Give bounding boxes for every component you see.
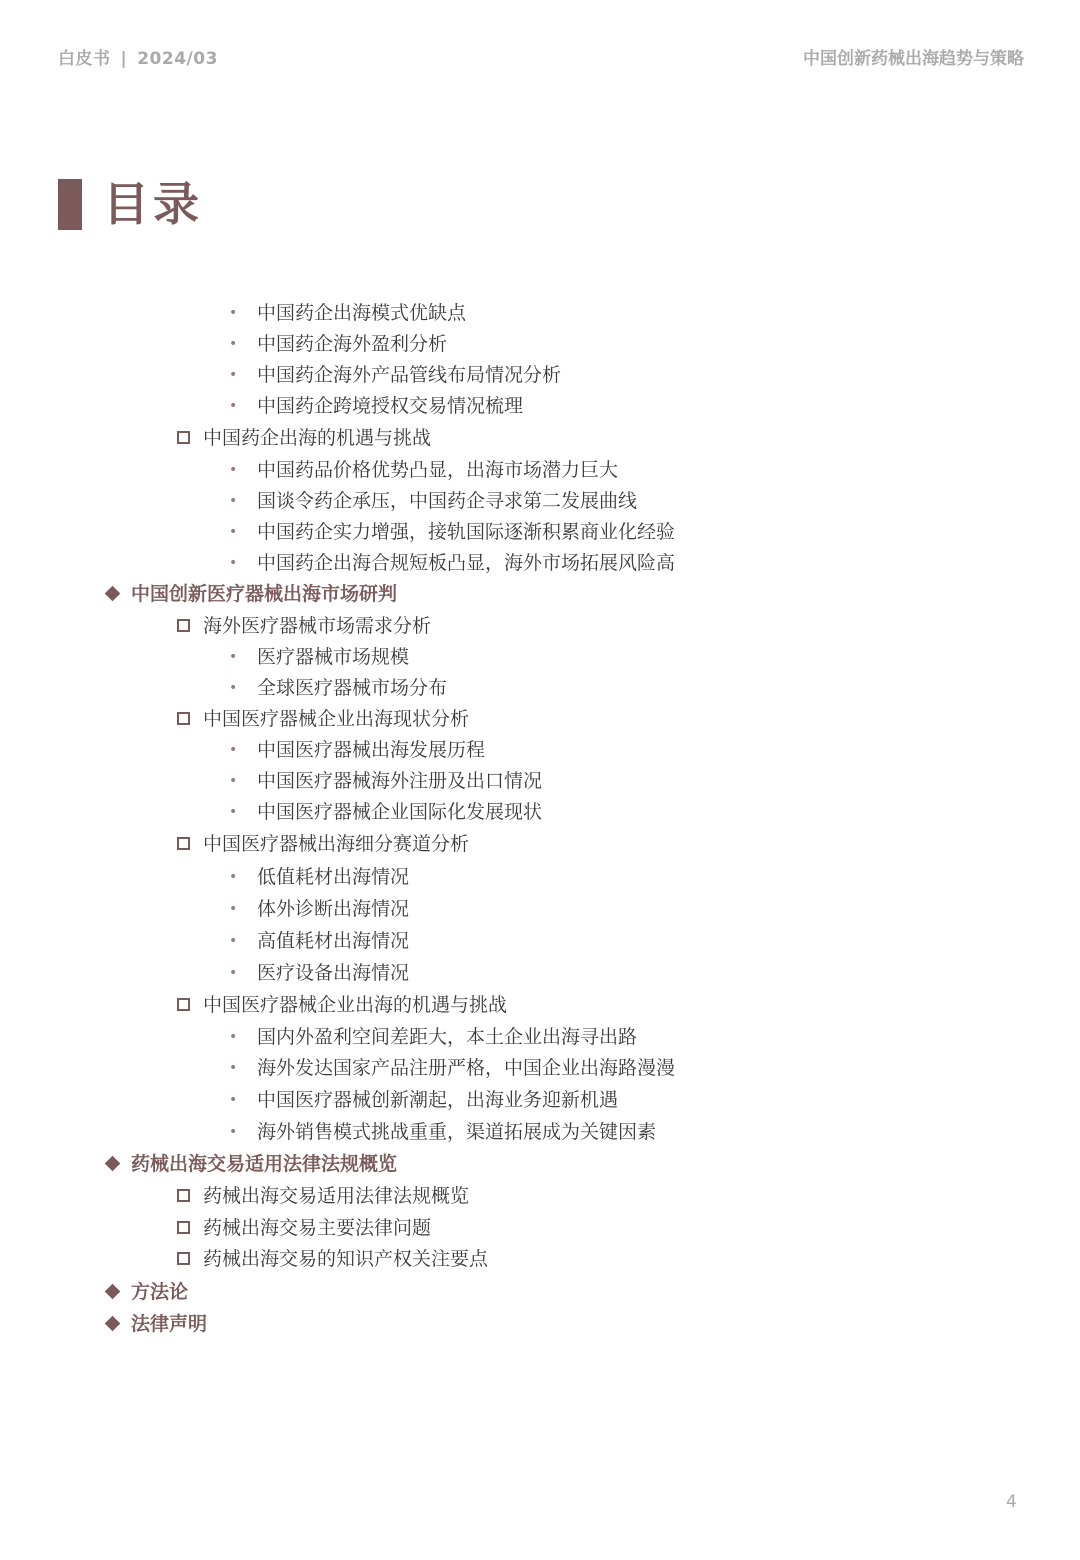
- toc-entry-level-3[interactable]: 国内外盈利空间差距大，本土企业出海寻出路: [257, 1026, 638, 1048]
- page-number: 4: [1006, 1492, 1017, 1512]
- square-bullet-icon: [177, 1252, 190, 1265]
- dot-bullet-icon: •: [229, 1060, 238, 1076]
- dot-bullet-icon: •: [229, 336, 238, 352]
- square-bullet-icon: [177, 837, 190, 850]
- toc-entry-level-3[interactable]: 中国医疗器械出海发展历程: [257, 739, 486, 761]
- dot-bullet-icon: •: [229, 305, 238, 321]
- dot-bullet-icon: •: [229, 804, 238, 820]
- toc-entry-level-3[interactable]: 全球医疗器械市场分布: [257, 677, 448, 699]
- doc-type: 白皮书: [58, 49, 111, 69]
- diamond-bullet-icon: [105, 1316, 121, 1332]
- dot-bullet-icon: •: [229, 965, 238, 981]
- dot-bullet-icon: •: [229, 901, 238, 917]
- header-left: [58, 44, 218, 69]
- dot-bullet-icon: •: [229, 933, 238, 949]
- toc-entry-level-2[interactable]: 药械出海交易适用法律法规概览: [203, 1185, 470, 1207]
- dot-bullet-icon: •: [229, 462, 238, 478]
- toc-entry-level-3[interactable]: 中国药企跨境授权交易情况梳理: [257, 395, 524, 417]
- dot-bullet-icon: •: [229, 398, 238, 414]
- toc-entry-level-3[interactable]: 海外销售模式挑战重重，渠道拓展成为关键因素: [257, 1121, 657, 1143]
- toc-entry-level-3[interactable]: 中国药企出海模式优缺点: [257, 302, 467, 324]
- dot-bullet-icon: •: [229, 869, 238, 885]
- toc-entry-level-3[interactable]: 中国药企实力增强，接轨国际逐渐积累商业化经验: [257, 521, 676, 543]
- dot-bullet-icon: •: [229, 1029, 238, 1045]
- toc-entry-level-3[interactable]: 中国医疗器械企业国际化发展现状: [257, 801, 543, 823]
- toc-entry-level-3[interactable]: 中国药企海外盈利分析: [257, 333, 448, 355]
- square-bullet-icon: [177, 1189, 190, 1202]
- dot-bullet-icon: •: [229, 524, 238, 540]
- diamond-bullet-icon: [105, 1156, 121, 1172]
- toc-entry-level-3[interactable]: 海外发达国家产品注册严格，中国企业出海路漫漫: [257, 1057, 676, 1079]
- toc-entry-level-3[interactable]: 中国医疗器械创新潮起，出海业务迎新机遇: [257, 1089, 619, 1111]
- dot-bullet-icon: •: [229, 773, 238, 789]
- toc-entry-level-2[interactable]: 中国药企出海的机遇与挑战: [203, 427, 432, 449]
- square-bullet-icon: [177, 1221, 190, 1234]
- toc-entry-level-3[interactable]: 低值耗材出海情况: [257, 866, 410, 888]
- toc-entry-level-3[interactable]: 医疗设备出海情况: [257, 962, 410, 984]
- toc-entry-level-2[interactable]: 中国医疗器械出海细分赛道分析: [203, 833, 470, 855]
- dot-bullet-icon: •: [229, 493, 238, 509]
- header-separator: |: [120, 49, 128, 69]
- toc-entry-level-2[interactable]: 海外医疗器械市场需求分析: [203, 615, 432, 637]
- title-accent-bar: [58, 179, 82, 230]
- toc-entry-level-3[interactable]: 中国药品价格优势凸显，出海市场潜力巨大: [257, 459, 619, 481]
- dot-bullet-icon: •: [229, 367, 238, 383]
- toc-entry-level-2[interactable]: 药械出海交易主要法律问题: [203, 1217, 432, 1239]
- diamond-bullet-icon: [105, 1284, 121, 1300]
- toc-entry-level-3[interactable]: 中国医疗器械海外注册及出口情况: [257, 770, 543, 792]
- toc-entry-level-3[interactable]: 医疗器械市场规模: [257, 646, 410, 668]
- toc-entry-level-3[interactable]: 中国药企出海合规短板凸显，海外市场拓展风险高: [257, 552, 676, 574]
- dot-bullet-icon: •: [229, 649, 238, 665]
- toc-entry-level-2[interactable]: 中国医疗器械企业出海现状分析: [203, 708, 470, 730]
- dot-bullet-icon: •: [229, 742, 238, 758]
- toc-entry-level-2[interactable]: 药械出海交易的知识产权关注要点: [203, 1248, 489, 1270]
- dot-bullet-icon: •: [229, 1124, 238, 1140]
- diamond-bullet-icon: [105, 586, 121, 602]
- toc-entry-level-2[interactable]: 中国医疗器械企业出海的机遇与挑战: [203, 994, 508, 1016]
- square-bullet-icon: [177, 431, 190, 444]
- toc-title: 目录: [103, 177, 203, 231]
- square-bullet-icon: [177, 619, 190, 632]
- toc-entry-level-3[interactable]: 国谈令药企承压，中国药企寻求第二发展曲线: [257, 490, 638, 512]
- report-title: 中国创新药械出海趋势与策略: [803, 49, 1024, 69]
- toc-entry-level-1[interactable]: 中国创新医疗器械出海市场研判: [131, 583, 398, 605]
- square-bullet-icon: [177, 998, 190, 1011]
- toc-entry-level-3[interactable]: 高值耗材出海情况: [257, 930, 410, 952]
- dot-bullet-icon: •: [229, 1092, 238, 1108]
- toc-entry-level-1[interactable]: 方法论: [131, 1281, 189, 1303]
- toc-entry-level-1[interactable]: 法律声明: [131, 1313, 208, 1335]
- dot-bullet-icon: •: [229, 555, 238, 571]
- dot-bullet-icon: •: [229, 680, 238, 696]
- toc-entry-level-1[interactable]: 药械出海交易适用法律法规概览: [131, 1153, 398, 1175]
- toc-entry-level-3[interactable]: 中国药企海外产品管线布局情况分析: [257, 364, 562, 386]
- square-bullet-icon: [177, 712, 190, 725]
- toc-entry-level-3[interactable]: 体外诊断出海情况: [257, 898, 410, 920]
- doc-date: 2024/03: [137, 49, 218, 69]
